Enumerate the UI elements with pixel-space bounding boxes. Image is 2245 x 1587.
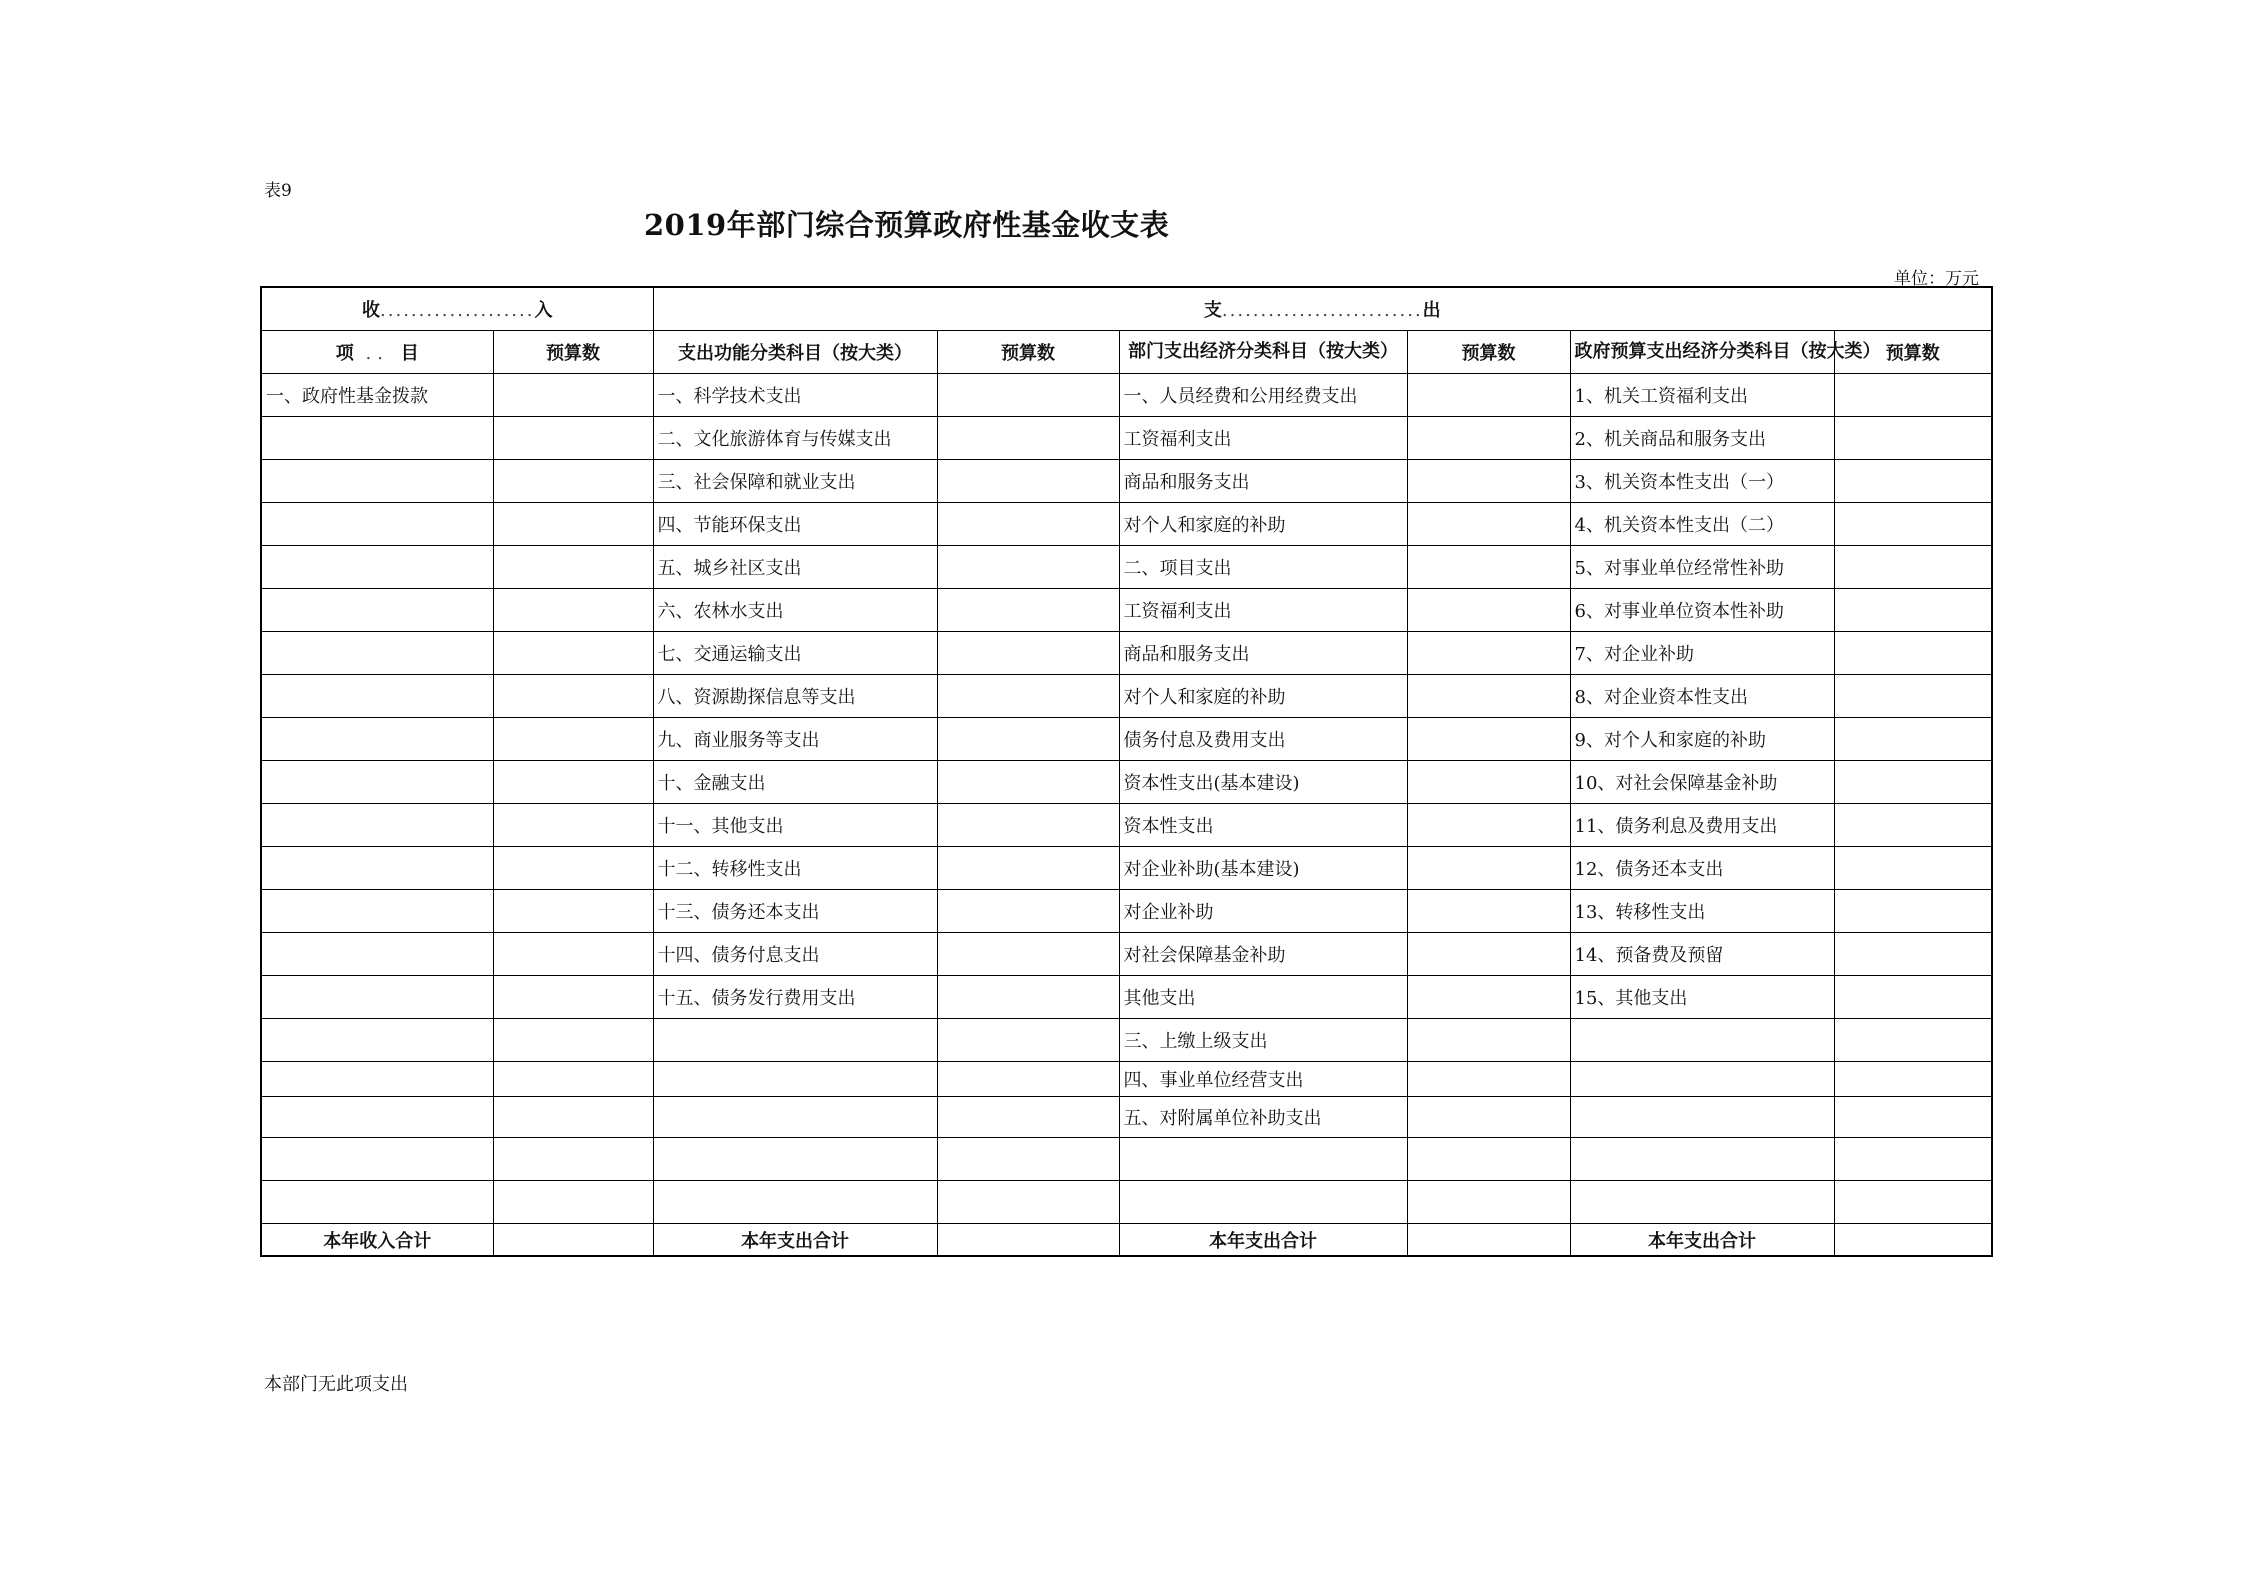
col-header-dept-budget: 预算数 xyxy=(1407,331,1570,374)
functional-item xyxy=(653,1062,937,1097)
expense-section-header xyxy=(653,287,1992,331)
income-item xyxy=(261,675,493,718)
table-row xyxy=(261,1097,1992,1138)
expense-header-right: 出 xyxy=(1422,300,1441,321)
income-item xyxy=(261,976,493,1019)
gov-budget xyxy=(1834,589,1992,632)
functional-budget xyxy=(937,589,1119,632)
gov-item: 4、机关资本性支出（二） xyxy=(1570,503,1834,546)
gov-item: 1、机关工资福利支出 xyxy=(1570,374,1834,417)
income-item xyxy=(261,546,493,589)
gov-item: 5、对事业单位经常性补助 xyxy=(1570,546,1834,589)
income-item xyxy=(261,1097,493,1138)
income-budget xyxy=(493,761,653,804)
gov-item: 8、对企业资本性支出 xyxy=(1570,675,1834,718)
functional-budget xyxy=(937,546,1119,589)
functional-budget xyxy=(937,1062,1119,1097)
dept-item: 资本性支出 xyxy=(1119,804,1407,847)
income-item xyxy=(261,460,493,503)
gov-item xyxy=(1570,1019,1834,1062)
functional-total-label: 本年支出合计 xyxy=(653,1224,937,1257)
gov-budget xyxy=(1834,804,1992,847)
dept-budget xyxy=(1407,1062,1570,1097)
dept-item: 对社会保障基金补助 xyxy=(1119,933,1407,976)
functional-item: 六、农林水支出 xyxy=(653,589,937,632)
table-row xyxy=(261,1062,1992,1097)
functional-item: 七、交通运输支出 xyxy=(653,632,937,675)
col-header-item-xiang: 项 xyxy=(335,343,354,364)
table-row xyxy=(261,546,1992,589)
col-header-gov-economic: 政府预算支出经济分类科目（按大类） xyxy=(1570,331,1834,374)
income-budget xyxy=(493,374,653,417)
functional-item: 十四、债务付息支出 xyxy=(653,933,937,976)
table-row xyxy=(261,1019,1992,1062)
gov-budget xyxy=(1834,1019,1992,1062)
income-budget xyxy=(493,976,653,1019)
dept-item: 对企业补助 xyxy=(1119,890,1407,933)
functional-item: 四、节能环保支出 xyxy=(653,503,937,546)
income-item xyxy=(261,417,493,460)
functional-item xyxy=(653,1019,937,1062)
dept-budget xyxy=(1407,460,1570,503)
income-budget xyxy=(493,546,653,589)
gov-item xyxy=(1570,1062,1834,1097)
gov-budget xyxy=(1834,460,1992,503)
income-budget xyxy=(493,1062,653,1097)
functional-budget xyxy=(937,1138,1119,1181)
functional-total-value xyxy=(937,1224,1119,1257)
gov-budget xyxy=(1834,933,1992,976)
functional-item xyxy=(653,1181,937,1224)
table-row xyxy=(261,804,1992,847)
income-budget xyxy=(493,460,653,503)
income-header-right: 入 xyxy=(534,300,553,321)
income-item xyxy=(261,632,493,675)
dept-item: 资本性支出(基本建设) xyxy=(1119,761,1407,804)
functional-budget xyxy=(937,1181,1119,1224)
functional-item: 十一、其他支出 xyxy=(653,804,937,847)
income-item xyxy=(261,1181,493,1224)
functional-item: 三、社会保障和就业支出 xyxy=(653,460,937,503)
functional-budget xyxy=(937,417,1119,460)
functional-budget xyxy=(937,503,1119,546)
expense-header-left: 支 xyxy=(1203,300,1222,321)
functional-item: 十二、转移性支出 xyxy=(653,847,937,890)
income-budget xyxy=(493,589,653,632)
functional-item xyxy=(653,1138,937,1181)
income-budget xyxy=(493,847,653,890)
dept-budget xyxy=(1407,589,1570,632)
dept-budget xyxy=(1407,1138,1570,1181)
dept-item: 对个人和家庭的补助 xyxy=(1119,503,1407,546)
dept-budget xyxy=(1407,1019,1570,1062)
gov-item: 13、转移性支出 xyxy=(1570,890,1834,933)
functional-item: 十三、债务还本支出 xyxy=(653,890,937,933)
income-item xyxy=(261,933,493,976)
table-row xyxy=(261,589,1992,632)
dept-budget xyxy=(1407,804,1570,847)
dept-budget xyxy=(1407,761,1570,804)
functional-item: 二、文化旅游体育与传媒支出 xyxy=(653,417,937,460)
functional-budget xyxy=(937,847,1119,890)
gov-budget xyxy=(1834,675,1992,718)
dept-item: 对个人和家庭的补助 xyxy=(1119,675,1407,718)
dept-total-label: 本年支出合计 xyxy=(1119,1224,1407,1257)
gov-item: 9、对个人和家庭的补助 xyxy=(1570,718,1834,761)
dept-item: 工资福利支出 xyxy=(1119,589,1407,632)
dept-item: 对企业补助(基本建设) xyxy=(1119,847,1407,890)
footnote: 本部门无此项支出 xyxy=(264,1374,408,1395)
totals-row xyxy=(261,1224,1992,1257)
dept-budget xyxy=(1407,933,1570,976)
income-item xyxy=(261,503,493,546)
col-header-gov-budget: 预算数 xyxy=(1834,331,1992,374)
gov-budget xyxy=(1834,1062,1992,1097)
income-total-value xyxy=(493,1224,653,1257)
gov-budget xyxy=(1834,632,1992,675)
income-item xyxy=(261,718,493,761)
col-header-item-mu: 目 xyxy=(400,343,419,364)
income-item xyxy=(261,804,493,847)
page-title: 2019年部门综合预算政府性基金收支表 xyxy=(644,208,1170,242)
gov-item xyxy=(1570,1097,1834,1138)
dept-item: 工资福利支出 xyxy=(1119,417,1407,460)
income-budget xyxy=(493,503,653,546)
income-budget xyxy=(493,417,653,460)
column-header-row xyxy=(261,331,1992,374)
income-budget xyxy=(493,933,653,976)
functional-budget xyxy=(937,890,1119,933)
functional-budget xyxy=(937,718,1119,761)
income-header-left: 收 xyxy=(362,300,381,321)
dept-item: 商品和服务支出 xyxy=(1119,460,1407,503)
gov-item: 15、其他支出 xyxy=(1570,976,1834,1019)
income-item xyxy=(261,1138,493,1181)
functional-budget xyxy=(937,804,1119,847)
dept-item: 其他支出 xyxy=(1119,976,1407,1019)
income-item xyxy=(261,1062,493,1097)
table-row xyxy=(261,890,1992,933)
gov-total-label: 本年支出合计 xyxy=(1570,1224,1834,1257)
gov-item: 12、债务还本支出 xyxy=(1570,847,1834,890)
unit-label: 单位：万元 xyxy=(1894,269,1979,289)
gov-item: 10、对社会保障基金补助 xyxy=(1570,761,1834,804)
table-row xyxy=(261,933,1992,976)
income-budget xyxy=(493,1138,653,1181)
income-budget xyxy=(493,632,653,675)
dept-budget xyxy=(1407,503,1570,546)
dept-item: 商品和服务支出 xyxy=(1119,632,1407,675)
dept-item: 三、上缴上级支出 xyxy=(1119,1019,1407,1062)
section-header-row xyxy=(261,287,1992,331)
gov-item: 2、机关商品和服务支出 xyxy=(1570,417,1834,460)
income-budget xyxy=(493,890,653,933)
functional-budget xyxy=(937,761,1119,804)
col-header-dept-economic: 部门支出经济分类科目（按大类） xyxy=(1119,331,1407,374)
gov-budget xyxy=(1834,503,1992,546)
income-item xyxy=(261,847,493,890)
table-row xyxy=(261,374,1992,417)
dept-item: 债务付息及费用支出 xyxy=(1119,718,1407,761)
table-row xyxy=(261,847,1992,890)
table-row xyxy=(261,503,1992,546)
dept-budget xyxy=(1407,675,1570,718)
functional-budget xyxy=(937,460,1119,503)
functional-item: 十五、债务发行费用支出 xyxy=(653,976,937,1019)
functional-budget xyxy=(937,374,1119,417)
functional-item: 九、商业服务等支出 xyxy=(653,718,937,761)
table-row xyxy=(261,417,1992,460)
income-total-label: 本年收入合计 xyxy=(261,1224,493,1257)
table-row xyxy=(261,976,1992,1019)
dept-budget xyxy=(1407,1097,1570,1138)
gov-item: 14、预备费及预留 xyxy=(1570,933,1834,976)
table-row xyxy=(261,761,1992,804)
gov-total-value xyxy=(1834,1224,1992,1257)
table-number: 表9 xyxy=(264,181,292,201)
income-item xyxy=(261,761,493,804)
income-budget xyxy=(493,1181,653,1224)
income-budget xyxy=(493,1019,653,1062)
gov-budget xyxy=(1834,718,1992,761)
functional-item: 八、资源勘探信息等支出 xyxy=(653,675,937,718)
functional-budget xyxy=(937,976,1119,1019)
gov-item xyxy=(1570,1138,1834,1181)
income-item: 一、政府性基金拨款 xyxy=(261,374,493,417)
functional-budget xyxy=(937,632,1119,675)
income-header-dots: .................... xyxy=(380,300,535,321)
gov-item: 7、对企业补助 xyxy=(1570,632,1834,675)
income-item xyxy=(261,890,493,933)
gov-item: 6、对事业单位资本性补助 xyxy=(1570,589,1834,632)
functional-item xyxy=(653,1097,937,1138)
table-row xyxy=(261,460,1992,503)
gov-budget xyxy=(1834,847,1992,890)
gov-item: 11、债务利息及费用支出 xyxy=(1570,804,1834,847)
income-budget xyxy=(493,718,653,761)
gov-budget xyxy=(1834,546,1992,589)
dept-budget xyxy=(1407,847,1570,890)
table-row xyxy=(261,1138,1992,1181)
gov-budget xyxy=(1834,417,1992,460)
dept-budget xyxy=(1407,718,1570,761)
functional-item: 十、金融支出 xyxy=(653,761,937,804)
functional-budget xyxy=(937,1019,1119,1062)
dept-item: 五、对附属单位补助支出 xyxy=(1119,1097,1407,1138)
gov-budget xyxy=(1834,1097,1992,1138)
col-header-income-budget: 预算数 xyxy=(493,331,653,374)
income-budget xyxy=(493,675,653,718)
gov-item: 3、机关资本性支出（一） xyxy=(1570,460,1834,503)
dept-item: 四、事业单位经营支出 xyxy=(1119,1062,1407,1097)
dept-item: 二、项目支出 xyxy=(1119,546,1407,589)
income-item xyxy=(261,589,493,632)
table-row xyxy=(261,718,1992,761)
dept-item: 一、人员经费和公用经费支出 xyxy=(1119,374,1407,417)
income-item xyxy=(261,1019,493,1062)
dept-item xyxy=(1119,1181,1407,1224)
functional-item: 五、城乡社区支出 xyxy=(653,546,937,589)
table-row xyxy=(261,675,1992,718)
budget-table xyxy=(260,286,1993,1257)
gov-budget xyxy=(1834,890,1992,933)
col-header-func-budget: 预算数 xyxy=(937,331,1119,374)
gov-budget xyxy=(1834,976,1992,1019)
income-section-header xyxy=(261,287,653,331)
table-row xyxy=(261,1181,1992,1224)
functional-budget xyxy=(937,1097,1119,1138)
gov-item xyxy=(1570,1181,1834,1224)
dept-budget xyxy=(1407,546,1570,589)
dept-budget xyxy=(1407,417,1570,460)
functional-item: 一、科学技术支出 xyxy=(653,374,937,417)
income-budget xyxy=(493,804,653,847)
functional-budget xyxy=(937,675,1119,718)
table-row xyxy=(261,632,1992,675)
dept-budget xyxy=(1407,632,1570,675)
income-budget xyxy=(493,1097,653,1138)
dept-item xyxy=(1119,1138,1407,1181)
functional-budget xyxy=(937,933,1119,976)
gov-budget xyxy=(1834,761,1992,804)
dept-budget xyxy=(1407,976,1570,1019)
col-header-item: 项 .. 目 xyxy=(261,331,493,374)
dept-budget xyxy=(1407,1181,1570,1224)
gov-budget xyxy=(1834,1138,1992,1181)
expense-header-dots: .......................... xyxy=(1221,300,1423,321)
col-header-functional: 支出功能分类科目（按大类） xyxy=(653,331,937,374)
dept-total-value xyxy=(1407,1224,1570,1257)
dept-budget xyxy=(1407,890,1570,933)
dept-budget xyxy=(1407,374,1570,417)
gov-budget xyxy=(1834,374,1992,417)
gov-budget xyxy=(1834,1181,1992,1224)
